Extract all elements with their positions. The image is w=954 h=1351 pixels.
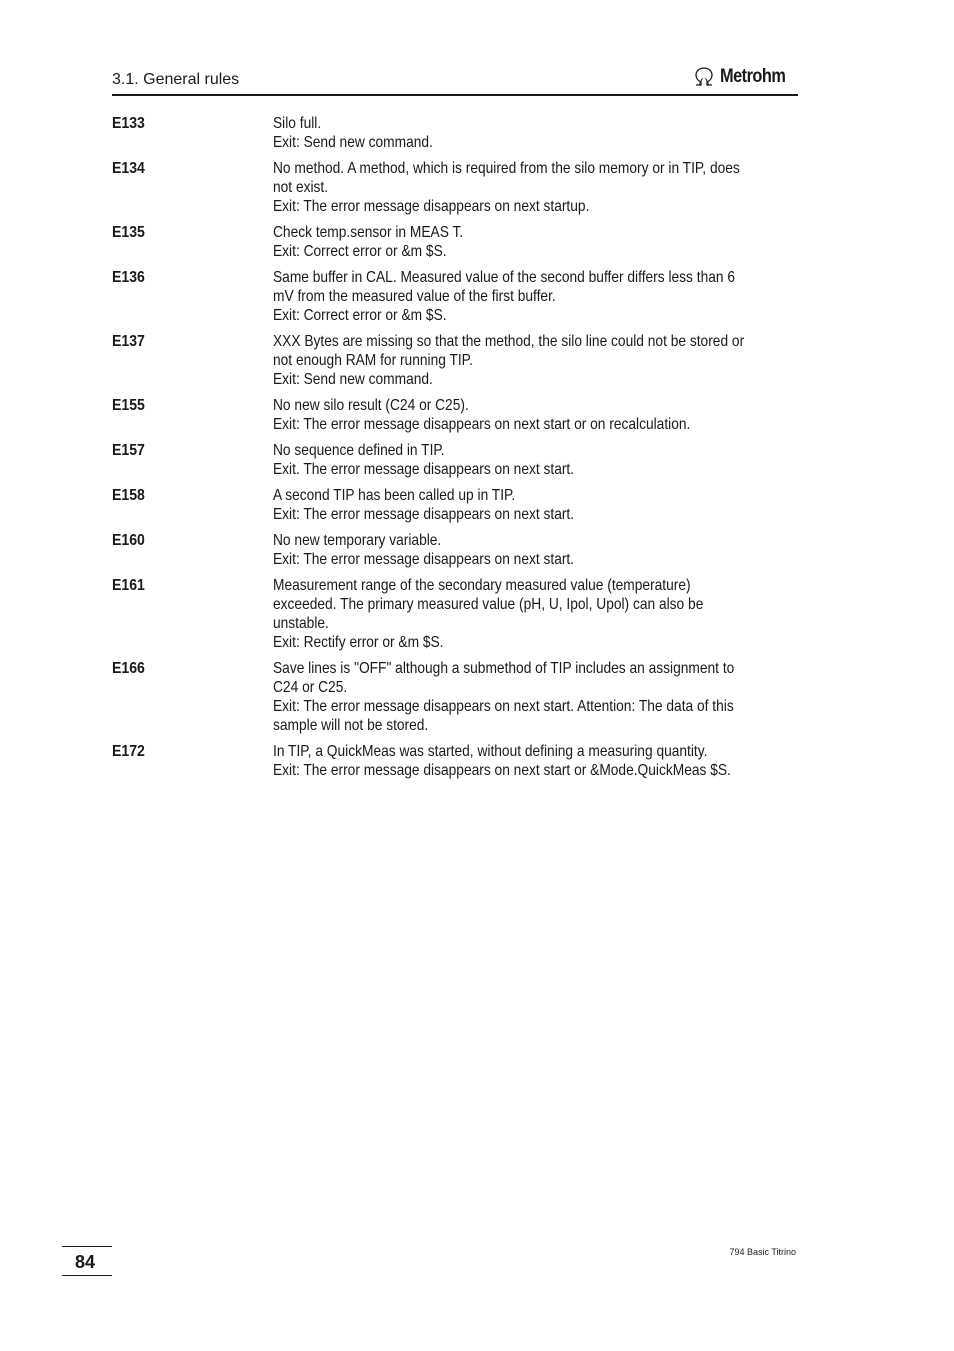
description-line: Exit: The error message disappears on next start. Attention: The data of this [273, 698, 734, 715]
error-code [112, 486, 273, 524]
description-line: mV from the measured value of the first buffer. [273, 288, 556, 305]
error-code-text: E172 [112, 743, 145, 760]
error-code [112, 742, 273, 780]
description-line: Exit: Correct error or &m $S. [273, 307, 447, 324]
error-code-text: E134 [112, 160, 145, 177]
error-description [273, 742, 798, 780]
description-line: not exist. [273, 179, 329, 196]
description-line: Exit: The error message disappears on next start or on recalculation. [273, 416, 691, 433]
error-entry [112, 223, 802, 261]
description-line: Exit: Send new command. [273, 134, 433, 151]
description-line: Exit: The error message disappears on next start. [273, 551, 575, 568]
description-line: Exit. The error message disappears on next start. [273, 461, 575, 478]
error-code [112, 223, 273, 261]
error-description [273, 159, 798, 216]
error-code [112, 159, 273, 216]
description-line: Same buffer in CAL. Measured value of the second buffer differs less than 6 [273, 269, 736, 286]
error-description [273, 332, 798, 389]
error-entry [112, 486, 802, 524]
error-entry [112, 576, 802, 652]
error-code [112, 396, 273, 434]
description-line: Exit: Correct error or &m $S. [273, 243, 447, 260]
error-code-text: E135 [112, 224, 145, 241]
description-line: Exit: Rectify error or &m $S. [273, 634, 444, 651]
description-line: A second TIP has been called up in TIP. [273, 487, 516, 504]
description-line: Check temp.sensor in MEAS T. [273, 224, 464, 241]
description-line: unstable. [273, 615, 329, 632]
footer-rule [62, 1246, 112, 1247]
description-line: XXX Bytes are missing so that the method, the silo line could not be stored or [273, 333, 745, 350]
error-code [112, 576, 273, 652]
error-description [273, 486, 798, 524]
description-line: Exit: The error message disappears on next start or &Mode.QuickMeas $S. [273, 762, 731, 779]
error-description [273, 441, 798, 479]
error-entry [112, 742, 802, 780]
description-line: Exit: Send new command. [273, 371, 433, 388]
error-code-text: E155 [112, 397, 145, 414]
error-description [273, 576, 798, 652]
error-code-text: E161 [112, 577, 145, 594]
error-code-text: E157 [112, 442, 145, 459]
error-entry [112, 531, 802, 569]
error-description [273, 268, 798, 325]
error-description [273, 531, 798, 569]
description-line: No sequence defined in TIP. [273, 442, 445, 459]
description-line: sample will not be stored. [273, 717, 429, 734]
error-entry [112, 396, 802, 434]
error-code [112, 659, 273, 735]
description-line: Measurement range of the secondary measured value (temperature) [273, 577, 691, 594]
error-code [112, 114, 273, 152]
description-line: Exit: The error message disappears on next startup. [273, 198, 590, 215]
description-line: No new silo result (C24 or C25). [273, 397, 469, 414]
error-code-text: E136 [112, 269, 145, 286]
error-description [273, 659, 798, 735]
omega-logo-icon [692, 66, 716, 88]
error-entry [112, 159, 802, 216]
description-line: exceeded. The primary measured value (pH, U, Ipol, Upol) can also be [273, 596, 704, 613]
error-description [273, 114, 798, 152]
description-line: not enough RAM for running TIP. [273, 352, 473, 369]
error-code [112, 531, 273, 569]
error-entry [112, 659, 802, 735]
product-name: 794 Basic Titrino [729, 1247, 796, 1257]
footer-rule-bottom [62, 1275, 112, 1276]
page-number: 84 [75, 1252, 96, 1272]
brand-name: Metrohm [719, 66, 786, 87]
description-line: Exit: The error message disappears on next start. [273, 506, 575, 523]
error-code-text: E158 [112, 487, 145, 504]
error-code [112, 441, 273, 479]
error-entry [112, 268, 802, 325]
error-entry [112, 332, 802, 389]
error-description [273, 396, 798, 434]
description-line: No new temporary variable. [273, 532, 442, 549]
error-list [112, 114, 802, 787]
brand [692, 66, 796, 88]
error-code [112, 268, 273, 325]
error-code [112, 332, 273, 389]
description-line: In TIP, a QuickMeas was started, without defining a measuring quantity. [273, 743, 708, 760]
page-header [112, 66, 798, 96]
description-line: C24 or C25. [273, 679, 348, 696]
description-line: Save lines is "OFF" although a submethod of TIP includes an assignment to [273, 660, 735, 677]
error-code-text: E160 [112, 532, 145, 549]
description-line: No method. A method, which is required from the silo memory or in TIP, does [273, 160, 740, 177]
error-code-text: E133 [112, 115, 145, 132]
error-code-text: E166 [112, 660, 145, 677]
section-title: 3.1. General rules [112, 71, 240, 88]
error-entry [112, 441, 802, 479]
description-line: Silo full. [273, 115, 322, 132]
error-code-text: E137 [112, 333, 145, 350]
error-entry [112, 114, 802, 152]
error-description [273, 223, 798, 261]
